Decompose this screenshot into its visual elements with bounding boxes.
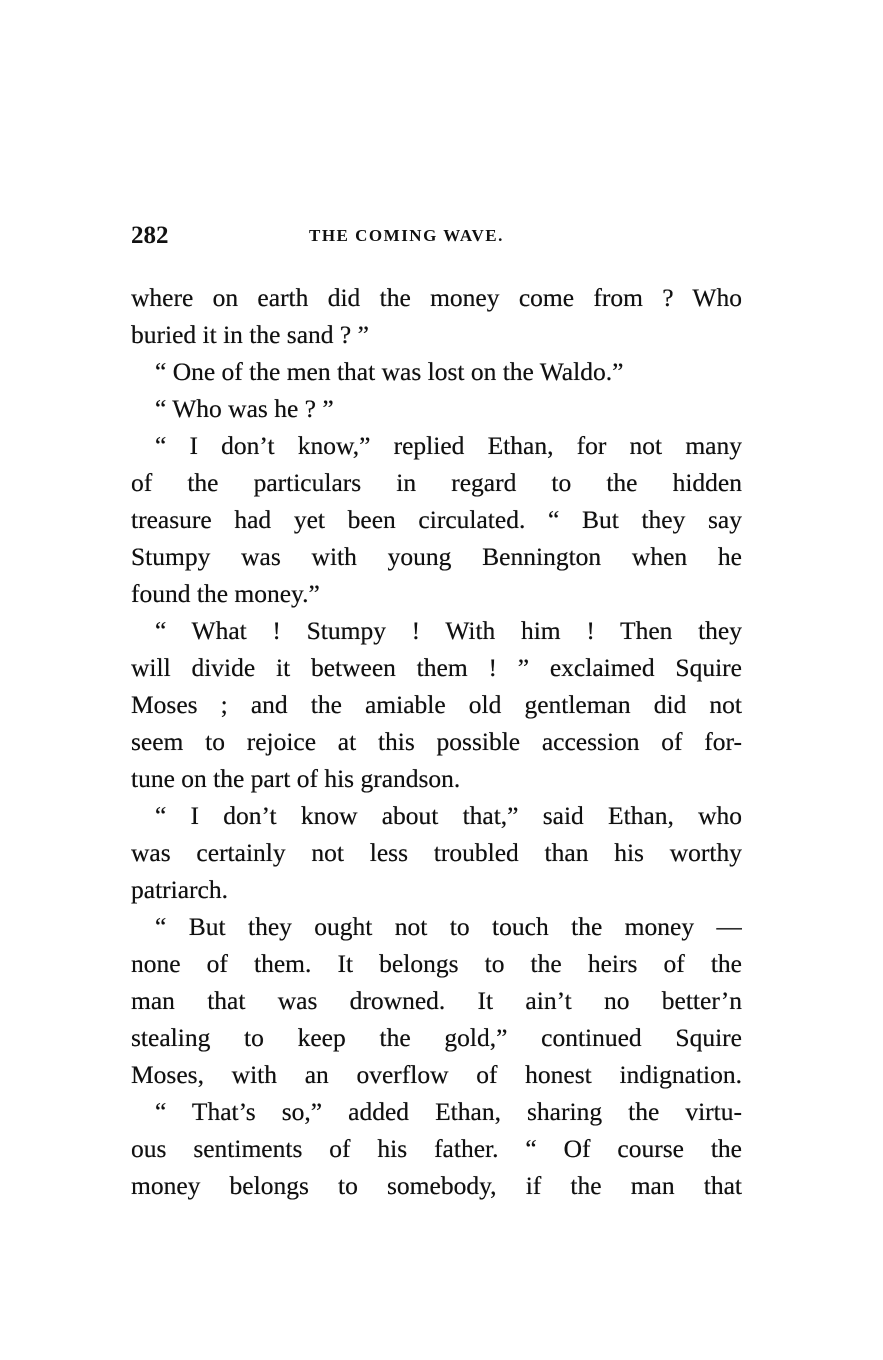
text-line: will divide it between them ! ” exclaimed Squire	[131, 653, 742, 682]
text-line: “ What ! Stumpy ! With him ! Then they	[155, 616, 742, 645]
text-line: Moses ; and the amiable old gentleman did not	[131, 690, 742, 719]
text-line: patriarch.	[131, 875, 228, 904]
body-text	[131, 279, 742, 1204]
text-line: of the particulars in regard to the hidden	[131, 468, 742, 497]
text-line: money belongs to somebody, if the man that	[131, 1171, 742, 1200]
text-line: stealing to keep the gold,” continued Squire	[131, 1023, 742, 1052]
text-line: “ I don’t know,” replied Ethan, for not many	[155, 431, 742, 460]
text-line: buried it in the sand ? ”	[131, 320, 369, 349]
text-line: man that was drowned. It ain’t no better’n	[131, 986, 742, 1015]
text-line: “ One of the men that was lost on the Waldo.”	[155, 357, 624, 386]
text-line: ous sentiments of his father. “ Of course the	[131, 1134, 742, 1163]
text-line: tune on the part of his grandson.	[131, 764, 461, 793]
text-line: was certainly not less troubled than his worthy	[131, 838, 742, 867]
text-line: “ But they ought not to touch the money —	[155, 912, 742, 941]
text-line: none of them. It belongs to the heirs of the	[131, 949, 742, 978]
text-line: found the money.”	[131, 579, 320, 608]
text-line: “ That’s so,” added Ethan, sharing the virtu-	[155, 1097, 742, 1126]
page-header	[131, 222, 742, 252]
text-line: where on earth did the money come from ? Who	[131, 283, 742, 312]
text-line: seem to rejoice at this possible accession of for-	[131, 727, 742, 756]
running-title: THE COMING WAVE.	[309, 226, 504, 245]
text-line: “ Who was he ? ”	[155, 394, 334, 423]
page-number: 282	[131, 222, 169, 249]
text-line: “ I don’t know about that,” said Ethan, who	[155, 801, 742, 830]
text-line: Moses, with an overflow of honest indignation.	[131, 1060, 742, 1089]
text-line: Stumpy was with young Bennington when he	[131, 542, 742, 571]
text-line: treasure had yet been circulated. “ But they say	[131, 505, 742, 534]
